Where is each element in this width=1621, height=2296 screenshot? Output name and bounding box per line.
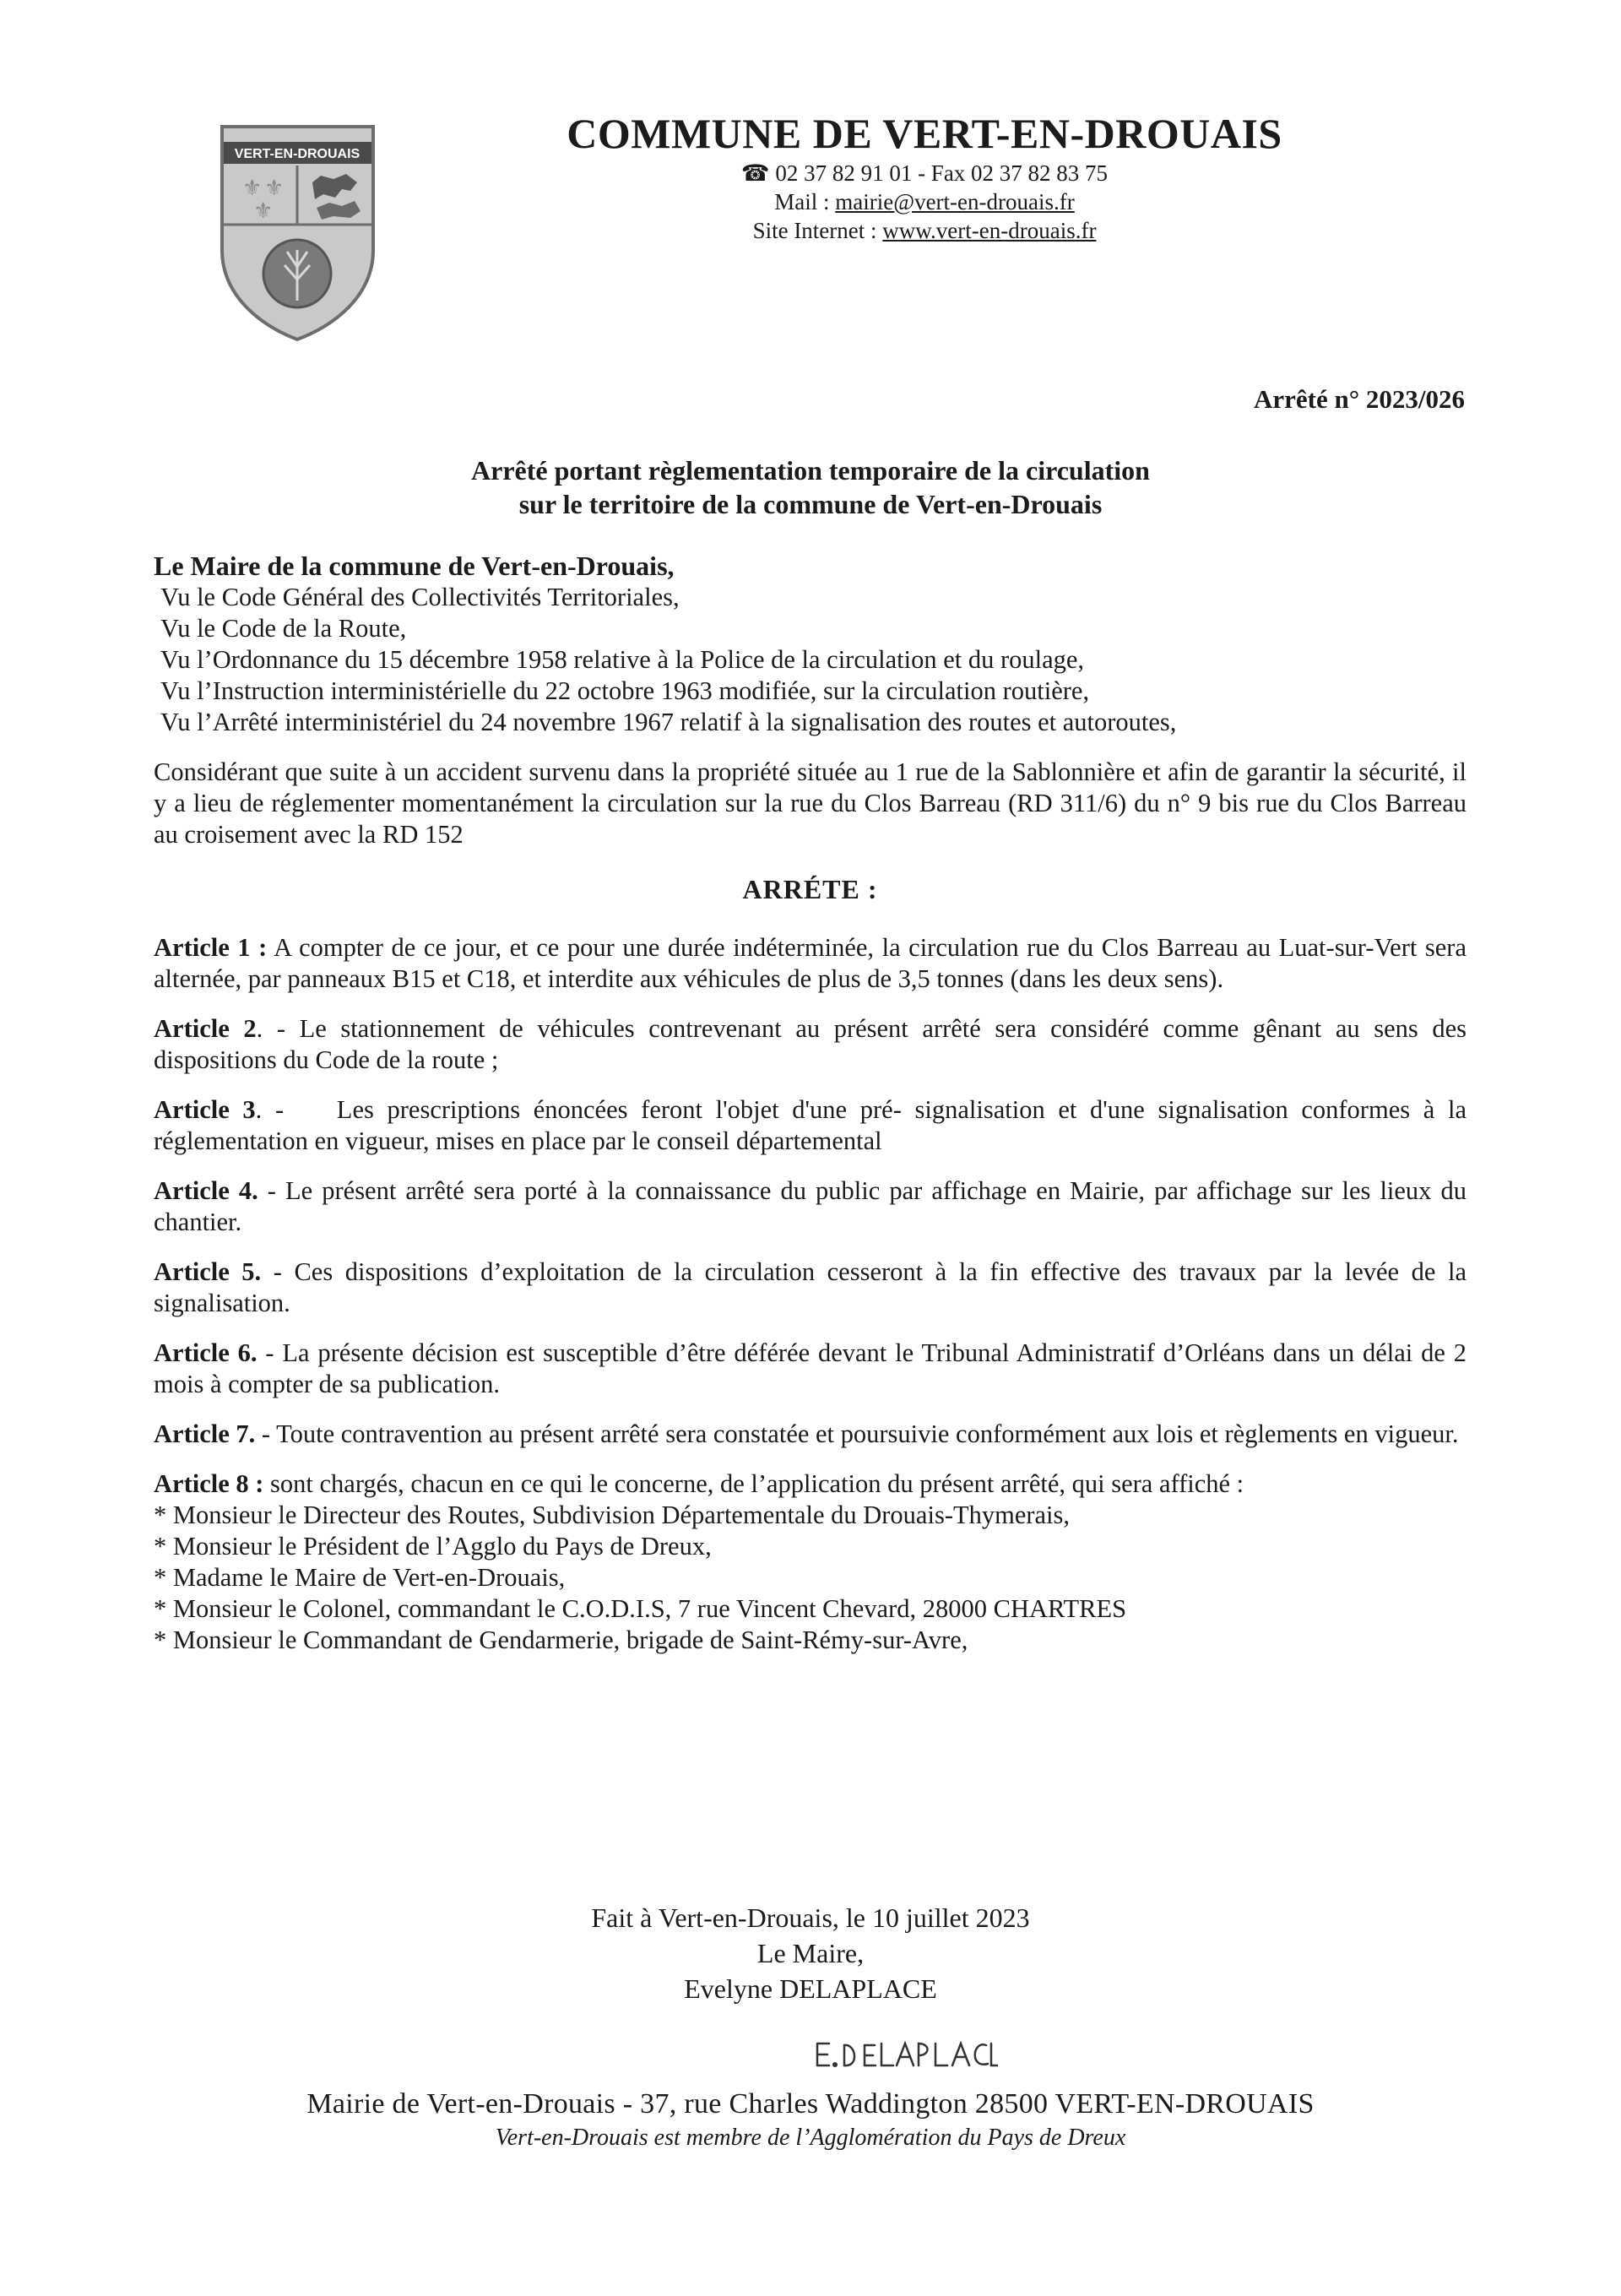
vu-line: Vu l’Instruction interministérielle du 22 octobre 1963 modifiée, sur la circulation routière, xyxy=(160,676,1090,705)
mayor-line: Le Maire de la commune de Vert-en-Drouais, xyxy=(154,551,675,581)
article-text: - Le présent arrêté sera porté à la connaissance du public par affichage en Mairie, par affichage sur les lieux du chantier. xyxy=(154,1176,1467,1236)
vu-line: Vu le Code de la Route, xyxy=(160,614,407,643)
mail-label: Mail : xyxy=(774,189,836,214)
article-label: Article 5. xyxy=(154,1257,262,1286)
vu-line: Vu l’Ordonnance du 15 décembre 1958 relative à la Police de la circulation et du roulage, xyxy=(160,645,1085,674)
vu-line: Vu le Code Général des Collectivités Territoriales, xyxy=(160,583,680,611)
recipient-item: * Monsieur le Commandant de Gendarmerie, brigade de Saint-Rémy-sur-Avre, xyxy=(154,1626,968,1654)
arrete-heading: ARRÉTE : xyxy=(742,874,878,904)
mail-link[interactable]: mairie@vert-en-drouais.fr xyxy=(835,189,1075,214)
decree-title xyxy=(321,453,1300,521)
recipient-item: * Monsieur le Colonel, commandant le C.O.D.I.S, 7 rue Vincent Chevard, 28000 CHARTRES xyxy=(154,1594,1127,1623)
decree-title-line-2: sur le territoire de la commune de Vert-en-Drouais xyxy=(518,489,1103,519)
svg-text:⚜: ⚜ xyxy=(253,198,274,224)
commune-name: COMMUNE DE VERT-EN-DROUAIS xyxy=(567,110,1282,157)
article-1 xyxy=(154,932,1466,995)
letterhead xyxy=(464,108,1385,245)
article-2 xyxy=(154,1013,1466,1076)
article-8 xyxy=(154,1468,1466,1500)
article-text: - Ces dispositions d’exploitation de la circulation cesseront à la fin effective des travaux par la levée de la signalisation. xyxy=(154,1257,1466,1317)
article-4 xyxy=(154,1175,1466,1238)
footer-address: Mairie de Vert-en-Drouais - 37, rue Charles Waddington 28500 VERT-EN-DROUAIS xyxy=(306,2088,1315,2120)
recipient-item: * Madame le Maire de Vert-en-Drouais, xyxy=(154,1563,566,1592)
footer xyxy=(152,2086,1469,2153)
article-3 xyxy=(154,1094,1473,1157)
svg-text:⚜: ⚜ xyxy=(264,176,285,201)
decree-body xyxy=(154,551,1473,1656)
considerant-paragraph: Considérant que suite à un accident survenu dans la propriété située au 1 rue de la Sablonnière et afin de garantir la sécurité, il y a lieu de réglementer momentanément la circulation sur la rue du Clos Barreau (RD 311/6) du n° 9 bis rue du Clos Barreau au croisement avec la RD 152 xyxy=(154,757,1466,849)
article-text: A compter de ce jour, et ce pour une durée indéterminée, la circulation rue du Clos Barreau au Luat-sur-Vert sera alternée, par panneaux B15 et C18, et interdite aux véhicules de plus de 3,5 tonnes (dans les deux sens). xyxy=(154,933,1466,993)
article-text: - La présente décision est susceptible d’être déférée devant le Tribunal Administratif d’Orléans dans un délai de 2 mois à compter de sa publication. xyxy=(154,1338,1466,1398)
article-label: Article 4. xyxy=(154,1176,258,1205)
place-date: Fait à Vert-en-Drouais, le 10 juillet 2023 xyxy=(591,1902,1030,1933)
recipient-item: * Monsieur le Directeur des Routes, Subdivision Départementale du Drouais-Thymerais, xyxy=(154,1501,1071,1529)
footer-membership: Vert-en-Drouais est membre de l’Agglomération du Pays de Dreux xyxy=(495,2125,1126,2151)
site-line xyxy=(464,216,1385,245)
article-label: Article 8 : xyxy=(154,1469,264,1498)
article-label: Article 7. xyxy=(154,1419,256,1448)
site-label: Site Internet : xyxy=(752,218,883,243)
article-6 xyxy=(154,1338,1466,1400)
mail-line xyxy=(464,187,1385,216)
decree-title-line-1: Arrêté portant règlementation temporaire de la circulation xyxy=(471,455,1150,486)
site-link[interactable]: www.vert-en-drouais.fr xyxy=(882,218,1097,243)
phone-fax-line xyxy=(464,159,1385,187)
article-label: Article 3 xyxy=(154,1095,256,1124)
phone-fax-text: 02 37 82 91 01 - Fax 02 37 82 83 75 xyxy=(775,160,1109,186)
arrete-number: Arrêté n° 2023/026 xyxy=(1254,384,1465,414)
article-text: sont chargés, chacun en ce qui le concerne, de l’application du présent arrêté, qui sera affiché : xyxy=(263,1469,1244,1498)
article-text: . - Le stationnement de véhicules contrevenant au présent arrêté sera considéré comme gênant au sens des dispositions du Code de la route ; xyxy=(154,1014,1466,1074)
signatory-role: Le Maire, xyxy=(756,1938,865,1968)
svg-text:VERT-EN-DROUAIS: VERT-EN-DROUAIS xyxy=(234,147,361,161)
article-label: Article 2 xyxy=(154,1014,257,1043)
svg-text:⚜: ⚜ xyxy=(242,176,263,201)
telephone-icon: ☎ xyxy=(740,160,770,186)
article-label: Article 1 : xyxy=(154,933,268,962)
vu-line: Vu l’Arrêté interministériel du 24 novembre 1967 relatif à la signalisation des routes et autoroutes, xyxy=(160,708,1177,736)
article-7 xyxy=(154,1419,1466,1450)
recipient-item: * Monsieur le Président de l’Agglo du Pays de Dreux, xyxy=(154,1532,712,1561)
article-5 xyxy=(154,1257,1466,1319)
article-label: Article 6. xyxy=(154,1338,258,1367)
article-text: - Toute contravention au présent arrêté sera constatée et poursuivie conformément aux lois et règlements en vigueur. xyxy=(255,1419,1459,1448)
commune-crest-logo xyxy=(215,123,380,343)
article-text: . - Les prescriptions énoncées feront l'objet d'une pré- signalisation et d'une signalisation conformes à la réglementation en vigueur, mises en place par le conseil départemental xyxy=(154,1095,1473,1155)
signatory-name: Evelyne DELAPLACE xyxy=(684,1973,937,2004)
handwritten-signature xyxy=(812,2037,998,2072)
signature-block xyxy=(473,1900,1148,2006)
